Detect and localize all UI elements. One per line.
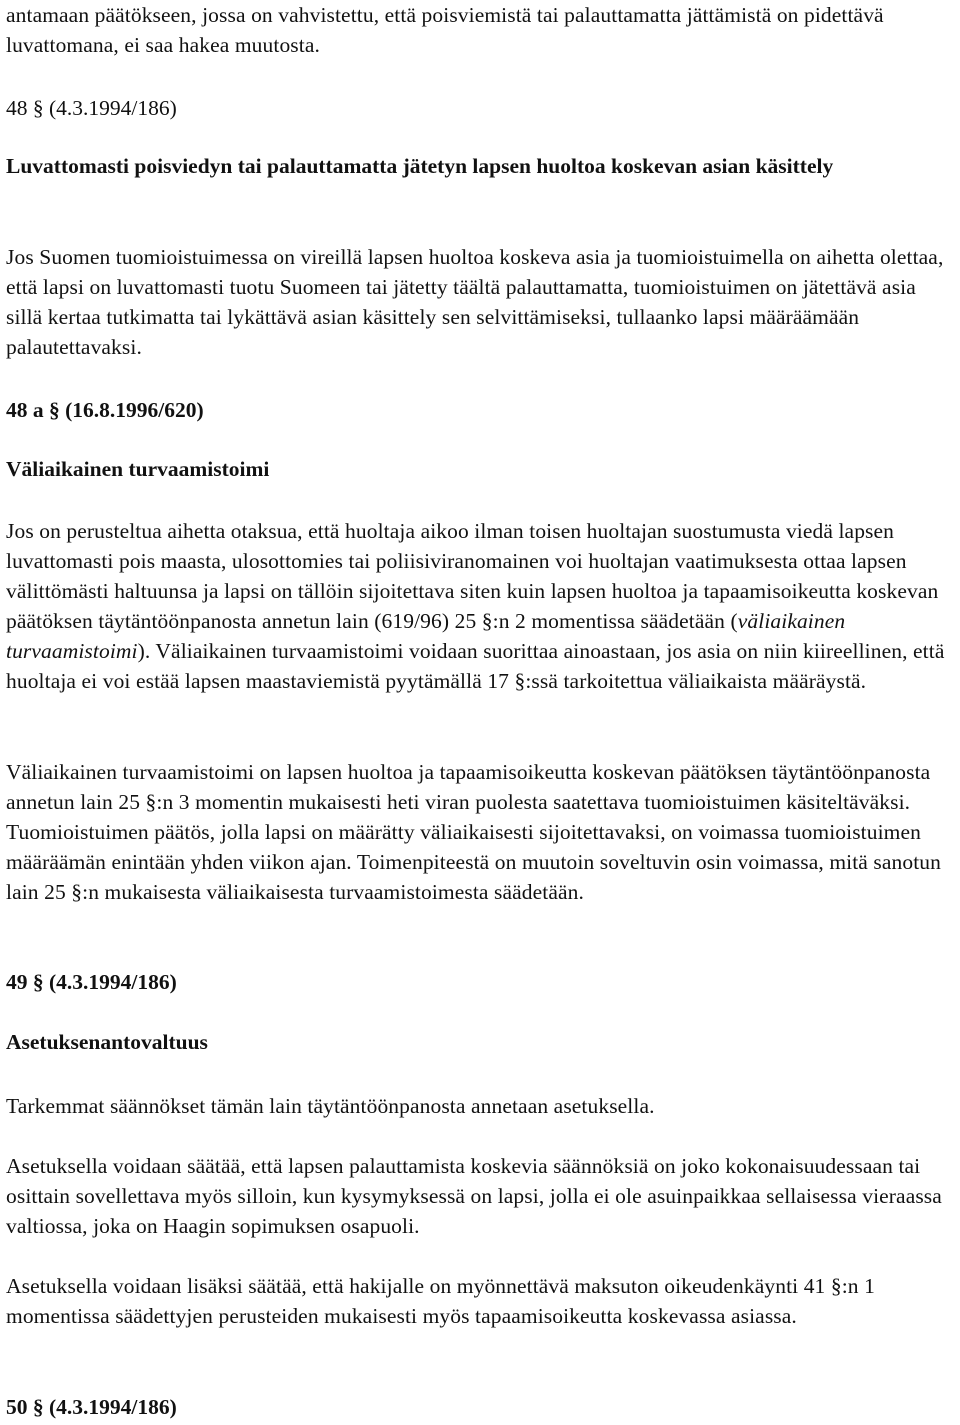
section-number-48a: 48 a § (16.8.1996/620) — [6, 398, 204, 422]
paragraph-49-3: Asetuksella voidaan lisäksi säätää, että hakijalle on myönnettävä maksuton oikeudenkäynti 41 §:n 1 momentissa säädettyjen perusteiden mukaisesti myös tapaamisoikeutta koskevassa asiassa. — [6, 1274, 875, 1328]
paragraph-48a-1-text-after: ). Väliaikainen turvaamistoimi voidaan suorittaa ainoastaan, jos asia on niin kiireellinen, että huoltaja ei voi estää lapsen maastaviemistä pyytämällä 17 §:ssä tarkoitettua väliaikaista määräystä. — [6, 639, 945, 693]
paragraph-48a-1 — [6, 516, 952, 696]
section-heading-49: Asetuksenantovaltuus — [6, 1030, 208, 1054]
paragraph-intro: antamaan päätökseen, jossa on vahvistettu, että poisviemistä tai palauttamatta jättämistä on pidettävä luvattomana, ei saa hakea muutosta. — [6, 3, 884, 57]
section-number-49: 49 § (4.3.1994/186) — [6, 970, 177, 994]
paragraph-48a-1-italic-term: väliaikainen turvaamistoimi — [6, 609, 846, 663]
paragraph-49-2: Asetuksella voidaan säätää, että lapsen palauttamista koskevia säännöksiä on joko kokonaisuudessaan tai osittain sovellettava myös silloin, kun kysymyksessä on lapsi, jolla ei ole asuinpaikkaa sellaisessa vieraassa valtiossa, joka on Haagin sopimuksen osapuoli. — [6, 1154, 942, 1238]
section-number-50: 50 § (4.3.1994/186) — [6, 1395, 177, 1419]
paragraph-48a-1-text-before: Jos on perusteltua aihetta otaksua, että huoltaja aikoo ilman toisen huoltajan suostumusta viedä lapsen luvattomasti pois maasta, ulosottomies tai poliisiviranomainen voi huoltajan vaatimuksesta ottaa lapsen välittömästi haltuunsa ja lapsi on tällöin sijoitettava siten kuin lapsen huoltoa ja tapaamisoikeutta koskevan päätöksen täytäntöönpanosta annetun lain (619/96) 25 §:n 2 momentissa säädetään ( — [6, 519, 939, 633]
paragraph-49-1: Tarkemmat säännökset tämän lain täytäntöönpanosta annetaan asetuksella. — [6, 1094, 655, 1118]
paragraph-48: Jos Suomen tuomioistuimessa on vireillä lapsen huoltoa koskeva asia ja tuomioistuimella on aihetta olettaa, että lapsi on luvattomasti tuotu Suomeen tai jätetty täältä palauttamatta, tuomioistuimen on jätettävä asia sillä kertaa tutkimatta tai lykättävä asian käsittely sen selvittämiseksi, tullaanko lapsi määräämään palautettavaksi. — [6, 245, 944, 359]
section-number-48: 48 § (4.3.1994/186) — [6, 96, 177, 120]
section-heading-48: Luvattomasti poisviedyn tai palauttamatta jätetyn lapsen huoltoa koskevan asian käsittely — [6, 154, 834, 178]
paragraph-48a-2: Väliaikainen turvaamistoimi on lapsen huoltoa ja tapaamisoikeutta koskevan päätöksen täytäntöönpanosta annetun lain 25 §:n 3 momentin mukaisesti heti viran puolesta saatettava tuomioistuimen käsiteltäväksi. Tuomioistuimen päätös, jolla lapsi on määrätty väliaikaisesti sijoitettavaksi, on voimassa tuomioistuimen määräämän enintään yhden viikon ajan. Toimenpiteestä on muutoin soveltuvin osin voimassa, mitä sanotun lain 25 §:n mukaisesta väliaikaisesta turvaamistoimesta säädetään. — [6, 760, 941, 904]
section-heading-48a: Väliaikainen turvaamistoimi — [6, 457, 270, 481]
